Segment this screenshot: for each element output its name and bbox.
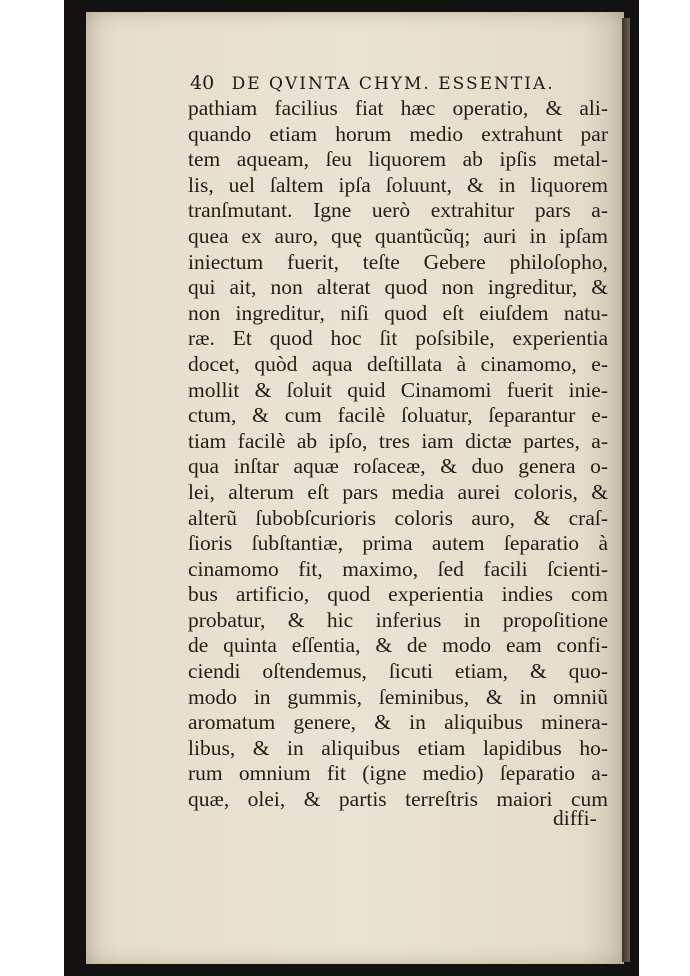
text-line: tem aqueam, ſeu liquorem ab ipſis metal- xyxy=(188,147,608,172)
text-line: iniectum fuerit, teſte Gebere philoſopho, xyxy=(188,249,608,274)
text-line: pathiam facilius fiat hæc operatio, & ali- xyxy=(188,96,608,120)
text-line: ſioris ſubſtantiæ, prima autem ſeparatio à xyxy=(188,531,608,556)
text-line: ciendi oſtendemus, ſicuti etiam, & quo- xyxy=(188,659,608,684)
text-line: docet, quòd aqua deſtillata à cinamomo, e- xyxy=(188,351,608,376)
text-line: rum omnium fit (igne medio) ſeparatio a- xyxy=(188,761,608,786)
text-line: ctum, & cum facilè ſoluatur, ſeparantur e- xyxy=(188,403,608,428)
text-line: lei, alterum eſt pars media aurei coloris, & xyxy=(188,479,608,504)
text-line: mollit & ſoluit quid Cinamomi fuerit inie- xyxy=(188,377,608,402)
text-line: quæ, olei, & partis terreſtris maiori cum xyxy=(188,787,608,812)
text-line: quea ex auro, quę quantũcũq; auri in ipſam xyxy=(188,223,608,248)
text-line: probatur, & hic inferius in propoſitione xyxy=(188,607,608,632)
text-line: alterũ ſubobſcurioris coloris auro, & craſ- xyxy=(188,505,608,530)
text-line: qui ait, non alterat quod non ingreditur, & xyxy=(188,275,608,300)
running-title: DE QVINTA CHYM. ESSENTIA. xyxy=(231,74,555,94)
text-line: ræ. Et quod hoc ſit poſsibile, experientia xyxy=(188,326,608,351)
running-head xyxy=(190,72,610,96)
text-line: non ingreditur, niſi quod eſt eiuſdem natu- xyxy=(188,300,608,325)
text-line: libus, & in aliquibus etiam lapidibus ho- xyxy=(188,735,608,760)
text-line: tranſmutant. Igne uerò extrahitur pars a- xyxy=(188,198,608,223)
text-line: qua inſtar aquæ roſaceæ, & duo genera o- xyxy=(188,454,608,479)
page-edge xyxy=(622,18,630,962)
text-line: cinamomo fit, maximo, ſed facili ſcienti- xyxy=(188,556,608,581)
catchword: diffi- xyxy=(553,806,597,830)
text-line: bus artificio, quod experientia indies com xyxy=(188,582,608,607)
text-line: aromatum genere, & in aliquibus minera- xyxy=(188,710,608,735)
text-line: lis, uel ſaltem ipſa ſoluunt, & in liquorem xyxy=(188,172,608,197)
text-line: tiam facilè ab ipſo, tres iam dictæ partes, a- xyxy=(188,428,608,453)
text-line: modo in gummis, ſeminibus, & in omniũ xyxy=(188,684,608,709)
page-number: 40 xyxy=(190,72,215,94)
text-line: quando etiam horum medio extrahunt par xyxy=(188,121,608,146)
text-line: de quinta eſſentia, & de modo eam confi- xyxy=(188,633,608,658)
body-text xyxy=(188,96,608,813)
